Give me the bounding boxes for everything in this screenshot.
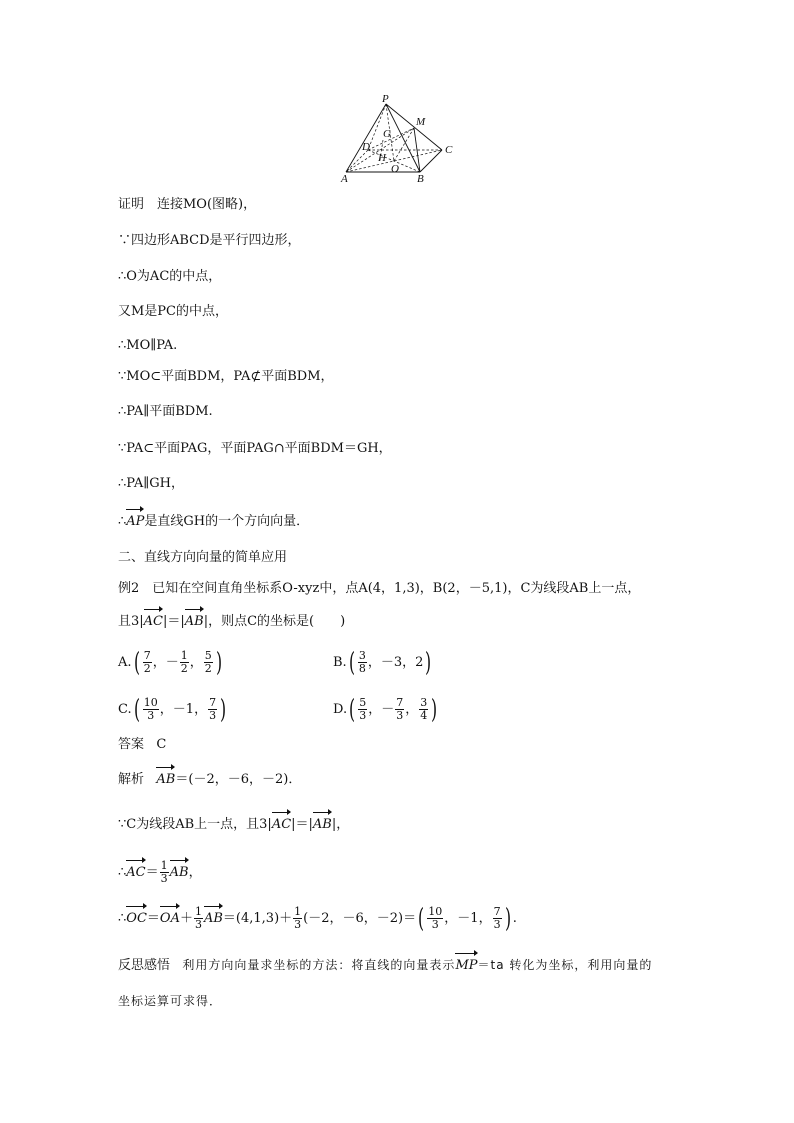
sign: － bbox=[381, 702, 395, 717]
example-2-line-1: 例2 已知在空间直角坐标系O-xyz中，点A(4，1,3)，B(2，－5,1)，C为线段AB上一点， bbox=[118, 581, 641, 596]
num: 3 bbox=[358, 649, 366, 662]
a4-mid3: －1， bbox=[457, 911, 492, 926]
label-D: D bbox=[362, 141, 370, 153]
a4-mid: ＝(4,1,3)＋ bbox=[222, 911, 293, 926]
answer-value: C bbox=[156, 737, 167, 752]
example-2-line-2 bbox=[118, 613, 345, 631]
reflection-text-mid: ＝ta 转化为坐标，利用向量的 bbox=[477, 958, 653, 972]
frac bbox=[204, 650, 213, 675]
analysis-line-3 bbox=[118, 860, 202, 885]
den: 4 bbox=[420, 709, 428, 722]
label-B: B bbox=[417, 173, 424, 185]
den: 2 bbox=[180, 662, 188, 675]
a3-post: ， bbox=[188, 865, 202, 880]
den: 3 bbox=[194, 918, 202, 931]
num: 1 bbox=[194, 905, 202, 918]
proof-line-1: 证明 连接MO(图略)， bbox=[118, 197, 257, 212]
frac bbox=[493, 906, 502, 931]
vector-OC: OC bbox=[126, 911, 147, 926]
a4-post: . bbox=[512, 911, 517, 926]
proof-line-9: ∴PA∥GH， bbox=[118, 476, 184, 491]
frac bbox=[358, 697, 367, 722]
proof-l10-pre: ∴ bbox=[118, 514, 127, 529]
analysis-line-4: ∴OC＝OA＋ $\frac{1}{3}$ AB＝(4,1,3)＋ $\frac{1}{3}$ (－2，－6，－2)＝( $\frac{10}{3}$ ，－1， $\frac{7}{3}$ ) . bbox=[118, 903, 517, 934]
vector-AC: AC bbox=[143, 614, 163, 629]
section-2-title: 二、直线方向向量的简单应用 bbox=[118, 550, 288, 565]
vector-AB: AB bbox=[203, 911, 223, 926]
den: 3 bbox=[359, 709, 367, 722]
option-B-label: B. bbox=[333, 655, 347, 670]
label-M: M bbox=[416, 116, 426, 128]
ex2-pre: 且3| bbox=[118, 614, 144, 629]
reflection-label: 反思感悟 bbox=[118, 958, 171, 973]
option-D: D.( $\frac{5}{3}$ ，－ $\frac{7}{3}$ ， $\frac{3}{4}$ ) bbox=[333, 694, 438, 725]
frac bbox=[427, 906, 443, 931]
reflection-text-pre: 利用方向向量求坐标的方法：将直线的向量表示 bbox=[182, 958, 456, 972]
proof-line-3: ∴O为AC的中点， bbox=[118, 269, 222, 284]
reflection-line-1 bbox=[118, 956, 652, 975]
proof-line-8: ∵PA⊂平面PAG，平面PAG∩平面BDM＝GH， bbox=[118, 441, 392, 456]
den: 3 bbox=[493, 918, 501, 931]
ex2-mid: |＝| bbox=[163, 614, 185, 629]
frac bbox=[208, 697, 217, 722]
num: 10 bbox=[143, 696, 158, 709]
analysis-line-2 bbox=[118, 816, 349, 834]
analysis-label: 解析 bbox=[118, 772, 145, 787]
proof-line-10 bbox=[118, 513, 309, 531]
label-C: C bbox=[445, 144, 453, 156]
a4-pre: ∴ bbox=[118, 911, 127, 926]
num: 3 bbox=[420, 696, 428, 709]
num: 7 bbox=[209, 696, 217, 709]
proof-line-6: ∵MO⊂平面BDM，PA⊄平面BDM， bbox=[118, 369, 334, 384]
vector-AC: AC bbox=[271, 817, 292, 832]
a4-mid2: (－2，－6，－2)＝ bbox=[303, 911, 417, 926]
ex2-post: |，则点C的坐标是( ) bbox=[203, 614, 346, 629]
den: 3 bbox=[294, 918, 302, 931]
vector-OA: OA bbox=[159, 911, 180, 926]
vector-AC: AC bbox=[126, 865, 146, 880]
num: 7 bbox=[143, 649, 151, 662]
a3-eq: ＝ bbox=[145, 865, 159, 880]
vector-MP: MP bbox=[455, 958, 478, 973]
frac bbox=[143, 650, 152, 675]
a2-mid: |＝| bbox=[291, 817, 313, 832]
analysis-line-1 bbox=[118, 771, 301, 789]
answer-label: 答案 bbox=[118, 737, 145, 752]
den: 3 bbox=[147, 709, 155, 722]
den: 3 bbox=[396, 709, 404, 722]
vector-AB: AB bbox=[184, 614, 204, 629]
label-A: A bbox=[341, 173, 348, 185]
num: 7 bbox=[396, 696, 404, 709]
num: 7 bbox=[493, 905, 501, 918]
num: 1 bbox=[294, 905, 302, 918]
den: 3 bbox=[160, 872, 168, 885]
option-A: A.( $\frac{7}{2}$ ，－ $\frac{1}{2}$ ， $\frac{5}{2}$ ) bbox=[118, 647, 222, 678]
frac bbox=[180, 650, 189, 675]
answer-line bbox=[118, 736, 166, 754]
vector-AB: AB bbox=[156, 772, 176, 787]
option-D-label: D. bbox=[333, 702, 348, 717]
analysis-eq1: ＝(－2，－6，－2)． bbox=[175, 772, 302, 787]
pyramid-figure bbox=[338, 94, 462, 186]
label-H: H bbox=[378, 152, 386, 164]
option-B: B.( $\frac{3}{8}$ ，－3，2) bbox=[333, 647, 432, 678]
label-O: O bbox=[391, 163, 399, 175]
sign: － bbox=[165, 655, 179, 670]
label-G: G bbox=[383, 128, 391, 140]
reflection-line-2: 坐标运算可求得． bbox=[118, 994, 223, 1008]
frac bbox=[143, 697, 159, 722]
frac bbox=[160, 860, 169, 885]
a4-plus: ＋ bbox=[179, 911, 193, 926]
den: 2 bbox=[143, 662, 151, 675]
rest: －1， bbox=[172, 702, 208, 717]
frac bbox=[419, 697, 428, 722]
a2-post: |， bbox=[331, 817, 350, 832]
vector-AP: AP bbox=[126, 514, 145, 529]
proof-line-7: ∴PA∥平面BDM. bbox=[118, 404, 213, 419]
vector-AB: AB bbox=[312, 817, 332, 832]
a4-eq: ＝ bbox=[146, 911, 160, 926]
vector-AB: AB bbox=[169, 865, 189, 880]
option-C-label: C. bbox=[118, 702, 132, 717]
proof-line-5: ∴MO∥PA. bbox=[118, 338, 178, 353]
num: 5 bbox=[204, 649, 212, 662]
option-A-label: A. bbox=[118, 655, 132, 670]
den: 3 bbox=[431, 918, 439, 931]
proof-l10-post: 是直线GH的一个方向向量． bbox=[144, 514, 310, 529]
frac bbox=[358, 650, 367, 675]
frac bbox=[293, 906, 302, 931]
proof-line-4: 又M是PC的中点， bbox=[118, 304, 229, 319]
frac bbox=[395, 697, 404, 722]
num: 10 bbox=[428, 905, 443, 918]
den: 8 bbox=[358, 662, 366, 675]
frac bbox=[194, 906, 203, 931]
rest: －3，2 bbox=[380, 655, 424, 670]
a3-pre: ∴ bbox=[118, 865, 127, 880]
a2-pre: ∵C为线段AB上一点，且3| bbox=[118, 817, 272, 832]
proof-line-2: ∵四边形ABCD是平行四边形， bbox=[118, 233, 301, 248]
option-C: C.( $\frac{10}{3}$ ，－1， $\frac{7}{3}$ ) bbox=[118, 694, 227, 725]
num: 1 bbox=[160, 859, 168, 872]
num: 1 bbox=[180, 649, 188, 662]
den: 3 bbox=[209, 709, 217, 722]
num: 5 bbox=[359, 696, 367, 709]
den: 2 bbox=[204, 662, 212, 675]
label-P: P bbox=[382, 94, 389, 105]
